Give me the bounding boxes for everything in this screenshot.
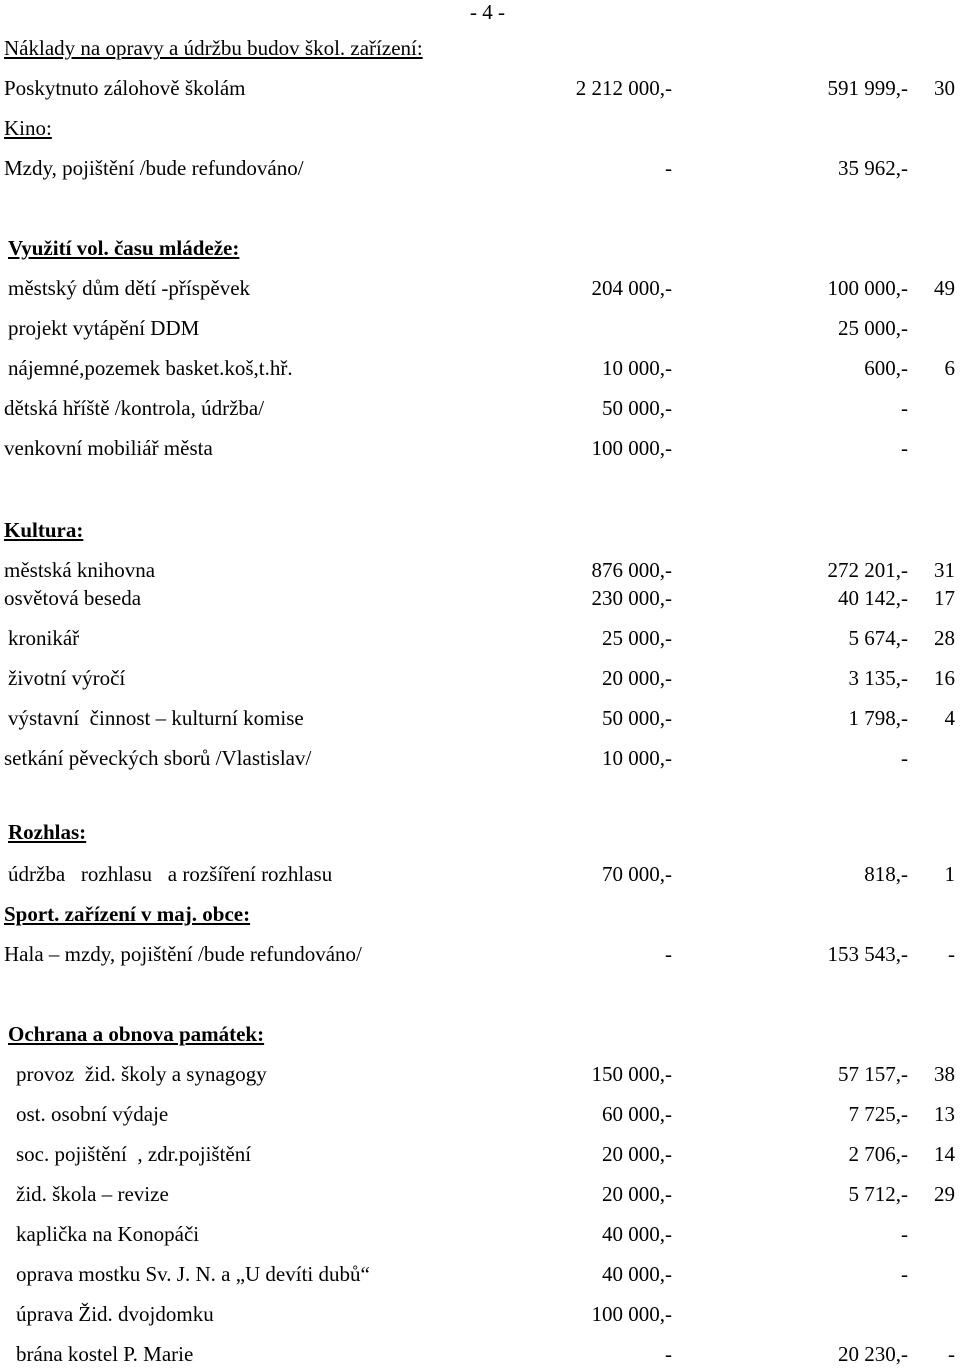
percent-value: 49 — [934, 276, 955, 300]
budget-value: 10 000,- — [602, 746, 672, 770]
spent-value: - — [901, 1222, 908, 1246]
section-heading: Rozhlas: — [8, 820, 87, 844]
budget-value: 100 000,- — [591, 1302, 672, 1326]
row-label: dětská hříště /kontrola, údržba/ — [4, 396, 265, 420]
percent-value: - — [948, 1342, 955, 1366]
percent-value: 4 — [944, 706, 955, 730]
percent-value: 16 — [934, 666, 955, 690]
percent-value: 13 — [934, 1102, 955, 1126]
row-label: kaplička na Konopáči — [16, 1222, 200, 1246]
budget-value: 20 000,- — [602, 1182, 672, 1206]
row-label: údržba rozhlasu a rozšíření rozhlasu — [8, 862, 333, 886]
spent-value: 5 674,- — [848, 626, 908, 650]
budget-value: 25 000,- — [602, 626, 672, 650]
budget-value: 40 000,- — [602, 1262, 672, 1286]
section-heading: Kino: — [4, 116, 52, 140]
spent-value: 272 201,- — [827, 558, 908, 582]
percent-value: 30 — [934, 76, 955, 100]
percent-value: 38 — [934, 1062, 955, 1086]
percent-value: 17 — [934, 586, 955, 610]
row-label: městský dům dětí -příspěvek — [8, 276, 251, 300]
spent-value: 2 706,- — [848, 1142, 908, 1166]
spent-value: 57 157,- — [838, 1062, 908, 1086]
spent-value: 35 962,- — [838, 156, 908, 180]
row-label: osvětová beseda — [4, 586, 142, 610]
budget-value: 20 000,- — [602, 1142, 672, 1166]
row-label: ost. osobní výdaje — [16, 1102, 169, 1126]
row-label: životní výročí — [8, 666, 126, 690]
budget-value: - — [665, 1342, 672, 1366]
row-label: venkovní mobiliář města — [4, 436, 213, 460]
row-label: žid. škola – revize — [16, 1182, 169, 1206]
budget-value: 70 000,- — [602, 862, 672, 886]
budget-value: - — [665, 942, 672, 966]
percent-value: 1 — [944, 862, 955, 886]
spent-value: 3 135,- — [848, 666, 908, 690]
row-label: Poskytnuto zálohově školám — [4, 76, 246, 100]
section-heading: Ochrana a obnova památek: — [8, 1022, 265, 1046]
spent-value: - — [901, 1262, 908, 1286]
budget-value: 50 000,- — [602, 396, 672, 420]
spent-value: 153 543,- — [827, 942, 908, 966]
spent-value: - — [901, 436, 908, 460]
budget-value: - — [665, 156, 672, 180]
budget-value: 204 000,- — [591, 276, 672, 300]
budget-value: 10 000,- — [602, 356, 672, 380]
page-number: - 4 - — [470, 0, 505, 24]
row-label: oprava mostku Sv. J. N. a „U devíti dubů“ — [16, 1262, 370, 1286]
row-label: provoz žid. školy a synagogy — [16, 1062, 267, 1086]
row-label: kronikář — [8, 626, 80, 650]
spent-value: 591 999,- — [827, 76, 908, 100]
spent-value: 7 725,- — [848, 1102, 908, 1126]
budget-value: 40 000,- — [602, 1222, 672, 1246]
row-label: soc. pojištění , zdr.pojištění — [16, 1142, 252, 1166]
section-heading: Sport. zařízení v maj. obce: — [4, 902, 251, 926]
spent-value: 40 142,- — [838, 586, 908, 610]
row-label: setkání pěveckých sborů /Vlastislav/ — [4, 746, 312, 770]
percent-value: 29 — [934, 1182, 955, 1206]
row-label: brána kostel P. Marie — [16, 1342, 194, 1366]
percent-value: 14 — [934, 1142, 955, 1166]
budget-value: 876 000,- — [591, 558, 672, 582]
spent-value: 5 712,- — [848, 1182, 908, 1206]
percent-value: 6 — [944, 356, 955, 380]
spent-value: 600,- — [864, 356, 908, 380]
percent-value: 28 — [934, 626, 955, 650]
row-label: úprava Žid. dvojdomku — [16, 1302, 214, 1326]
spent-value: - — [901, 396, 908, 420]
spent-value: 25 000,- — [838, 316, 908, 340]
percent-value: 31 — [934, 558, 955, 582]
row-label: městská knihovna — [4, 558, 156, 582]
budget-value: 230 000,- — [591, 586, 672, 610]
spent-value: 1 798,- — [848, 706, 908, 730]
row-label: Mzdy, pojištění /bude refundováno/ — [4, 156, 304, 180]
spent-value: 100 000,- — [827, 276, 908, 300]
budget-value: 50 000,- — [602, 706, 672, 730]
budget-value: 60 000,- — [602, 1102, 672, 1126]
row-label: Hala – mzdy, pojištění /bude refundováno/ — [4, 942, 362, 966]
budget-value: 100 000,- — [591, 436, 672, 460]
section-heading: Náklady na opravy a údržbu budov škol. zařízení: — [4, 36, 423, 60]
budget-value: 150 000,- — [591, 1062, 672, 1086]
spent-value: 20 230,- — [838, 1342, 908, 1366]
percent-value: - — [948, 942, 955, 966]
spent-value: 818,- — [864, 862, 908, 886]
spent-value: - — [901, 746, 908, 770]
section-heading: Kultura: — [4, 518, 84, 542]
row-label: výstavní činnost – kulturní komise — [8, 706, 304, 730]
row-label: nájemné,pozemek basket.koš,t.hř. — [8, 356, 293, 380]
budget-value: 2 212 000,- — [575, 76, 672, 100]
budget-value: 20 000,- — [602, 666, 672, 690]
section-heading: Využití vol. času mládeže: — [8, 236, 240, 260]
row-label: projekt vytápění DDM — [8, 316, 200, 340]
